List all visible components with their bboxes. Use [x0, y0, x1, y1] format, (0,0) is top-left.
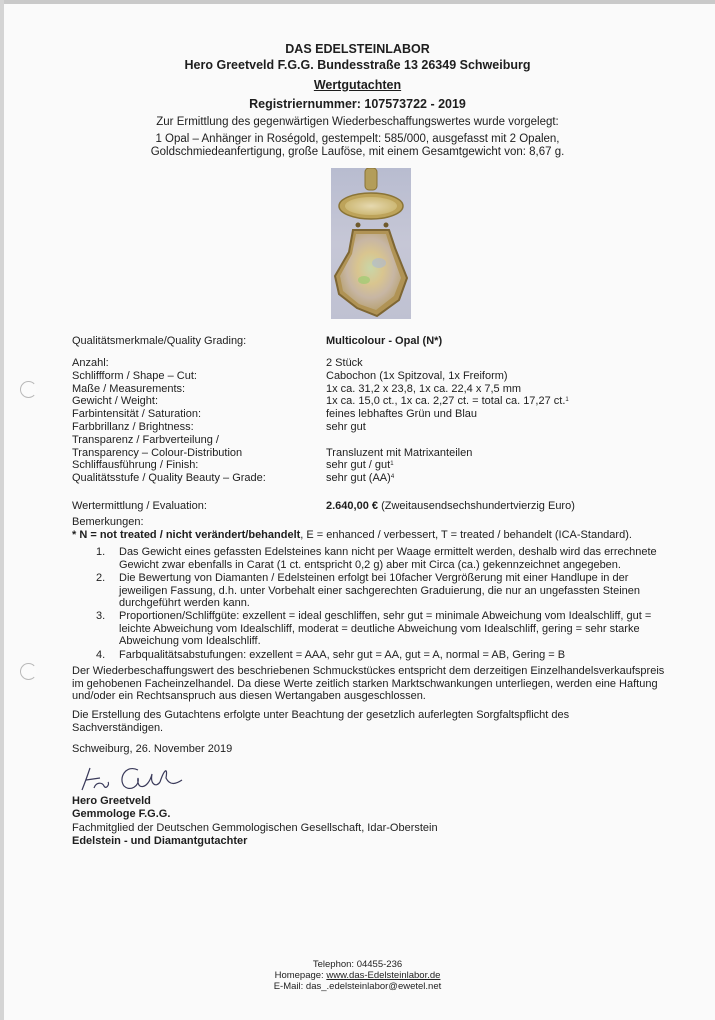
grading-row-value [326, 447, 472, 460]
registration-number: Registriernummer: 107573722 - 2019 [249, 97, 466, 111]
remark-number: 3. [96, 610, 106, 622]
item-description-line2: Goldschmiedeanfertigung, große Lauföse, mit einem Gesamtgewicht von: 8,67 g. [150, 146, 565, 158]
evaluation-words: (Zweitausendsechshundertvierzig Euro) [381, 500, 575, 512]
remark-number: 1. [96, 546, 106, 558]
grading-row-label: Farbbrillanz / Brightness: [72, 421, 194, 433]
remark-text: Die Bewertung von Diamanten / Edelsteinen erfolgt bei 10facher Vergrößerung mit einer Handlupe in der jeweiligen Fassung, d.h. unter Vorbehalt einer sachgerechten Graduierung, die nur an ungefassten Steinen durchgeführt werden kann. [119, 572, 641, 609]
remark-number: 2. [96, 572, 106, 584]
signature-scribble [78, 760, 188, 800]
signer-title: Gemmologe F.G.G. [72, 808, 171, 820]
footnote-reference: 1 [390, 461, 394, 468]
lab-name: DAS EDELSTEINLABOR [285, 42, 430, 56]
treatment-legend-bold: * N = not treated / nicht verändert/behandelt [72, 529, 301, 541]
page-edge-top [0, 0, 715, 4]
footer-homepage [0, 970, 715, 981]
grading-row-label: Maße / Measurements: [72, 382, 186, 395]
footnote-reference: 1 [565, 397, 569, 404]
remark-number: 4. [96, 649, 106, 661]
remarks-title: Bemerkungen: [72, 516, 144, 528]
grading-row-value [326, 357, 363, 370]
grading-row-label: Qualitätsstufe / Quality Beauty – Grade: [72, 472, 266, 485]
grading-row-value-text: sehr gut / gut [326, 459, 391, 472]
grading-row-label: Farbintensität / Saturation: [72, 408, 202, 421]
grading-row-value [326, 370, 508, 383]
footnote-reference: 4 [390, 474, 395, 481]
document-type: Wertgutachten [313, 78, 402, 92]
treatment-legend [72, 529, 632, 542]
disclaimer-paragraph: Der Wiederbeschaffungswert des beschriebenen Schmuckstückes entspricht dem derzeitigen Einzelhandelsverkaufspreis im gehobenen Facheinzelhandel. Da diese Werte zeitlich starken Marktschwankungen unterliegen, werden eine Haftung und/oder ein Rechtsanspruch aus diesen Wertangaben ausgeschlossen. [72, 665, 665, 702]
grading-title-value: Multicolour - Opal (N*) [326, 335, 443, 347]
homepage-label: Homepage: [274, 970, 327, 981]
place-date: Schweiburg, 26. November 2019 [72, 743, 233, 755]
grading-row-label: Anzahl: [72, 357, 109, 369]
item-description-line1: 1 Opal – Anhänger in Roségold, gestempelt: 585/000, ausgefasst mit 2 Opalen, [155, 133, 560, 145]
grading-row-label: Transparenz / Farbverteilung / [72, 433, 219, 446]
grading-row-value [326, 421, 366, 434]
lab-address: Hero Greetveld F.G.G. Bundesstraße 13 26349 Schweiburg [184, 58, 531, 72]
footer-email: E-Mail: das_.edelsteinlabor@ewetel.net [273, 981, 442, 992]
evaluation-value [326, 500, 575, 513]
intro-text: Zur Ermittlung des gegenwärtigen Wiederbeschaffungswertes wurde vorgelegt: [156, 116, 559, 128]
signer-role: Edelstein - und Diamantgutachter [72, 835, 248, 847]
grading-row-value-text: Cabochon (1x Spitzoval, 1x Freiform) [326, 369, 508, 382]
treatment-legend-rest: , E = enhanced / verbessert, T = treated / behandelt (ICA-Standard). [300, 529, 632, 541]
grading-title-label: Qualitätsmerkmale/Quality Grading: [72, 335, 247, 347]
remark-text: Das Gewicht eines gefassten Edelsteines kann nicht per Waage ermittelt werden, deshalb wird das errechnete Gewicht zwar ebenfalls in Carat (1 ct. entspricht 0,2 g) aber mit Circa (ca.) gekennzeichnet angegeben. [119, 546, 657, 571]
footer-phone: Telephon: 04455-236 [312, 959, 403, 970]
grading-row-value-text: sehr gut [326, 421, 366, 433]
remark-text: Proportionen/Schliffgüte: exzellent = ideal geschliffen, sehr gut = minimale Abweichung vom Idealschliff, gut = leichte Abweichung vom Idealschliff, moderat = deutliche Abweichung vom Idealschliff, gering = sehr starke Abweichung vom Idealschliff. [119, 610, 652, 647]
grading-row-value [326, 395, 569, 408]
punch-hole-top [20, 381, 37, 398]
opal-pendant-illustration [331, 168, 411, 319]
evaluation-label: Wertermittlung / Evaluation: [72, 500, 207, 512]
grading-row-label: Gewicht / Weight: [72, 395, 158, 408]
grading-row-value-text: 1x ca. 15,0 ct., 1x ca. 2,27 ct. = total ca. 17,27 ct. [326, 395, 566, 408]
signer-name: Hero Greetveld [72, 795, 151, 807]
grading-row-value [326, 383, 521, 396]
signer-membership: Fachmitglied der Deutschen Gemmologischen Gesellschaft, Idar-Oberstein [72, 822, 438, 834]
grading-row-value [326, 472, 394, 485]
evaluation-amount: 2.640,00 € [326, 500, 378, 512]
grading-row-value [326, 459, 394, 472]
punch-hole-bottom [20, 663, 37, 680]
opal-pendant-photo [331, 168, 411, 319]
remark-text: Farbqualitätsabstufungen: exzellent = AAA, sehr gut = AA, gut = A, normal = AB, Gering = B [119, 649, 566, 661]
grading-row-value-text: sehr gut (AA) [326, 472, 391, 485]
homepage-link[interactable]: www.das-Edelsteinlabor.de [326, 970, 441, 981]
grading-row-value [326, 408, 477, 421]
grading-row-label: Transparency – Colour-Distribution [72, 446, 243, 459]
diligence-paragraph: Die Erstellung des Gutachtens erfolgte unter Beachtung der gesetzlich auferlegten Sorgfaltspflicht des Sachverständigen. [72, 709, 570, 734]
grading-row-value-text: 1x ca. 31,2 x 23,8, 1x ca. 22,4 x 7,5 mm [326, 382, 522, 395]
grading-row-value-text: 2 Stück [326, 357, 363, 369]
grading-row-label: Schliffausführung / Finish: [72, 459, 199, 472]
grading-row-value-text: feines lebhaftes Grün und Blau [326, 408, 478, 421]
grading-row-label: Schliffform / Shape – Cut: [72, 369, 197, 382]
grading-row-value-text: Transluzent mit Matrixanteilen [326, 446, 473, 459]
